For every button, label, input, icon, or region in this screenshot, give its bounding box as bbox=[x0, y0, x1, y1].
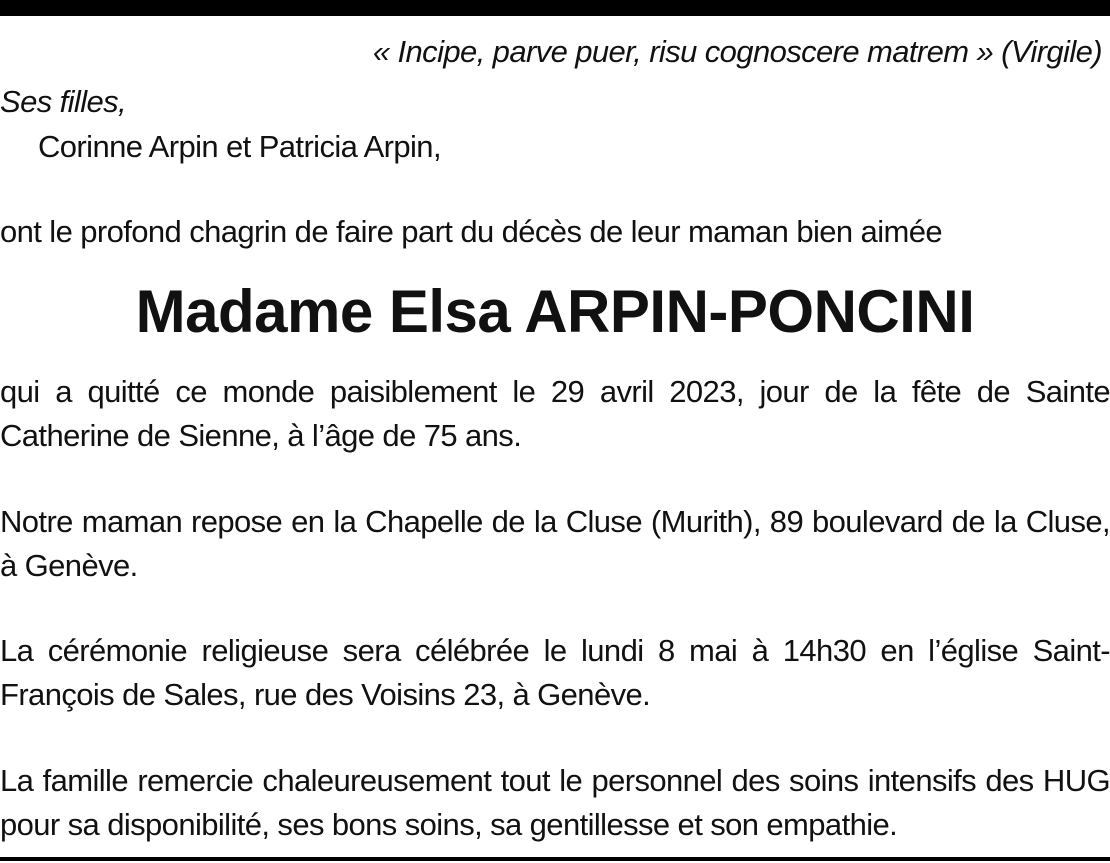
daughters-names: Corinne Arpin et Patricia Arpin, bbox=[38, 129, 441, 164]
deceased-name-title: Madame Elsa ARPIN-PONCINI bbox=[135, 278, 975, 345]
daughters-label: Ses filles, bbox=[0, 84, 127, 119]
epigraph-quote: « Incipe, parve puer, risu cognoscere matrem » (Virgile) bbox=[372, 34, 1102, 69]
announcement-text: ont le profond chagrin de faire part du décès de leur maman bien aimée bbox=[0, 214, 942, 249]
paragraph-thanks: La famille remercie chaleureusement tout le personnel des soins intensifs des HUG pour sa disponibilité, ses bons soins, sa gentillesse et son empathie. bbox=[0, 763, 1110, 842]
paragraph-ceremony: La cérémonie religieuse sera célébrée le lundi 8 mai à 14h30 en l’église Saint-François de Sales, rue des Voisins 23, à Genève. bbox=[0, 633, 1110, 712]
bottom-border-rule bbox=[0, 857, 1110, 861]
paragraph-passing: qui a quitté ce monde paisiblement le 29 avril 2023, jour de la fête de Sainte Catherine de Sienne, à l’âge de 75 ans. bbox=[0, 374, 1110, 453]
paragraph-resting-place: Notre maman repose en la Chapelle de la Cluse (Murith), 89 boulevard de la Cluse, à Genève. bbox=[0, 504, 1110, 583]
